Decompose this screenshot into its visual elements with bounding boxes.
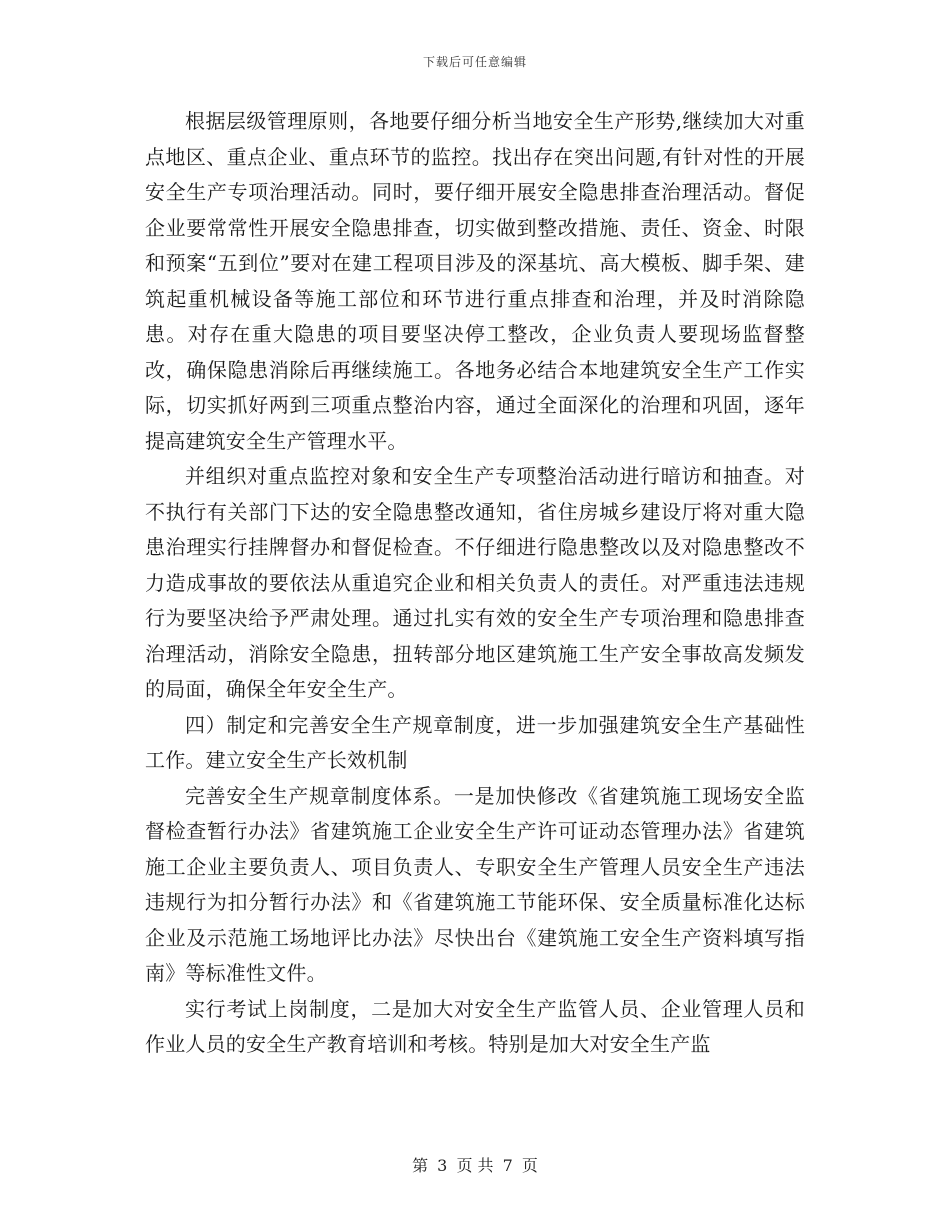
total-pages-number: 7	[502, 1156, 513, 1175]
current-page-number: 3	[437, 1156, 448, 1175]
page-label-prefix: 第	[412, 1156, 429, 1175]
page-label-mid: 页 共	[456, 1156, 494, 1175]
paragraph-1: 根据层级管理原则，各地要仔细分析当地安全生产形势,继续加大对重点地区、重点企业、重点环节的监控。找出存在突出问题,有针对性的开展安全生产专项治理活动。同时，要仔细开展安全隐患排查治理活动。督促企业要常常性开展安全隐患排查，切实做到整改措施、责任、资金、时限和预案“五到位”要对在建工程项目涉及的深基坑、高大模板、脚手架、建筑起重机械设备等施工部位和环节进行重点排查和治理，并及时消除隐患。对存在重大隐患的项目要坚决停工整改，企业负责人要现场监督整改，确保隐患消除后再继续施工。各地务必结合本地建筑安全生产工作实际，切实抓好两到三项重点整治内容，通过全面深化的治理和巩固，逐年提高建筑安全生产管理水平。	[145, 109, 805, 453]
document-body	[145, 104, 805, 1063]
paragraph-2: 并组织对重点监控对象和安全生产专项整治活动进行暗访和抽查。对不执行有关部门下达的安全隐患整改通知，省住房城乡建设厅将对重大隐患治理实行挂牌督办和督促检查。不仔细进行隐患整改以及对隐患整改不力造成事故的要依法从重追究企业和相关负责人的责任。对严重违法违规行为要坚决给予严肃处理。通过扎实有效的安全生产专项治理和隐患排查治理活动，消除安全隐患，扭转部分地区建筑施工生产安全事故高发频发的局面，确保全年安全生产。	[145, 464, 805, 701]
page-footer	[0, 1153, 950, 1176]
paragraph-4: 完善安全生产规章制度体系。一是加快修改《省建筑施工现场安全监督检查暂行办法》省建筑施工企业安全生产许可证动态管理办法》省建筑施工企业主要负责人、项目负责人、专职安全生产管理人员安全生产违法违规行为扣分暂行办法》和《省建筑施工节能环保、安全质量标准化达标企业及示范施工场地评比办法》尽快出台《建筑施工安全生产资料填写指南》等标准性文件。	[145, 783, 805, 985]
page-header: 下载后可任意编辑	[422, 55, 527, 69]
page-label-suffix: 页	[521, 1156, 538, 1175]
paragraph-5: 实行考试上岗制度，二是加大对安全生产监管人员、企业管理人员和作业人员的安全生产教育培训和考核。特别是加大对安全生产监	[145, 996, 805, 1056]
paragraph-3: 四）制定和完善安全生产规章制度，进一步加强建筑安全生产基础性工作。建立安全生产长效机制	[145, 712, 805, 772]
